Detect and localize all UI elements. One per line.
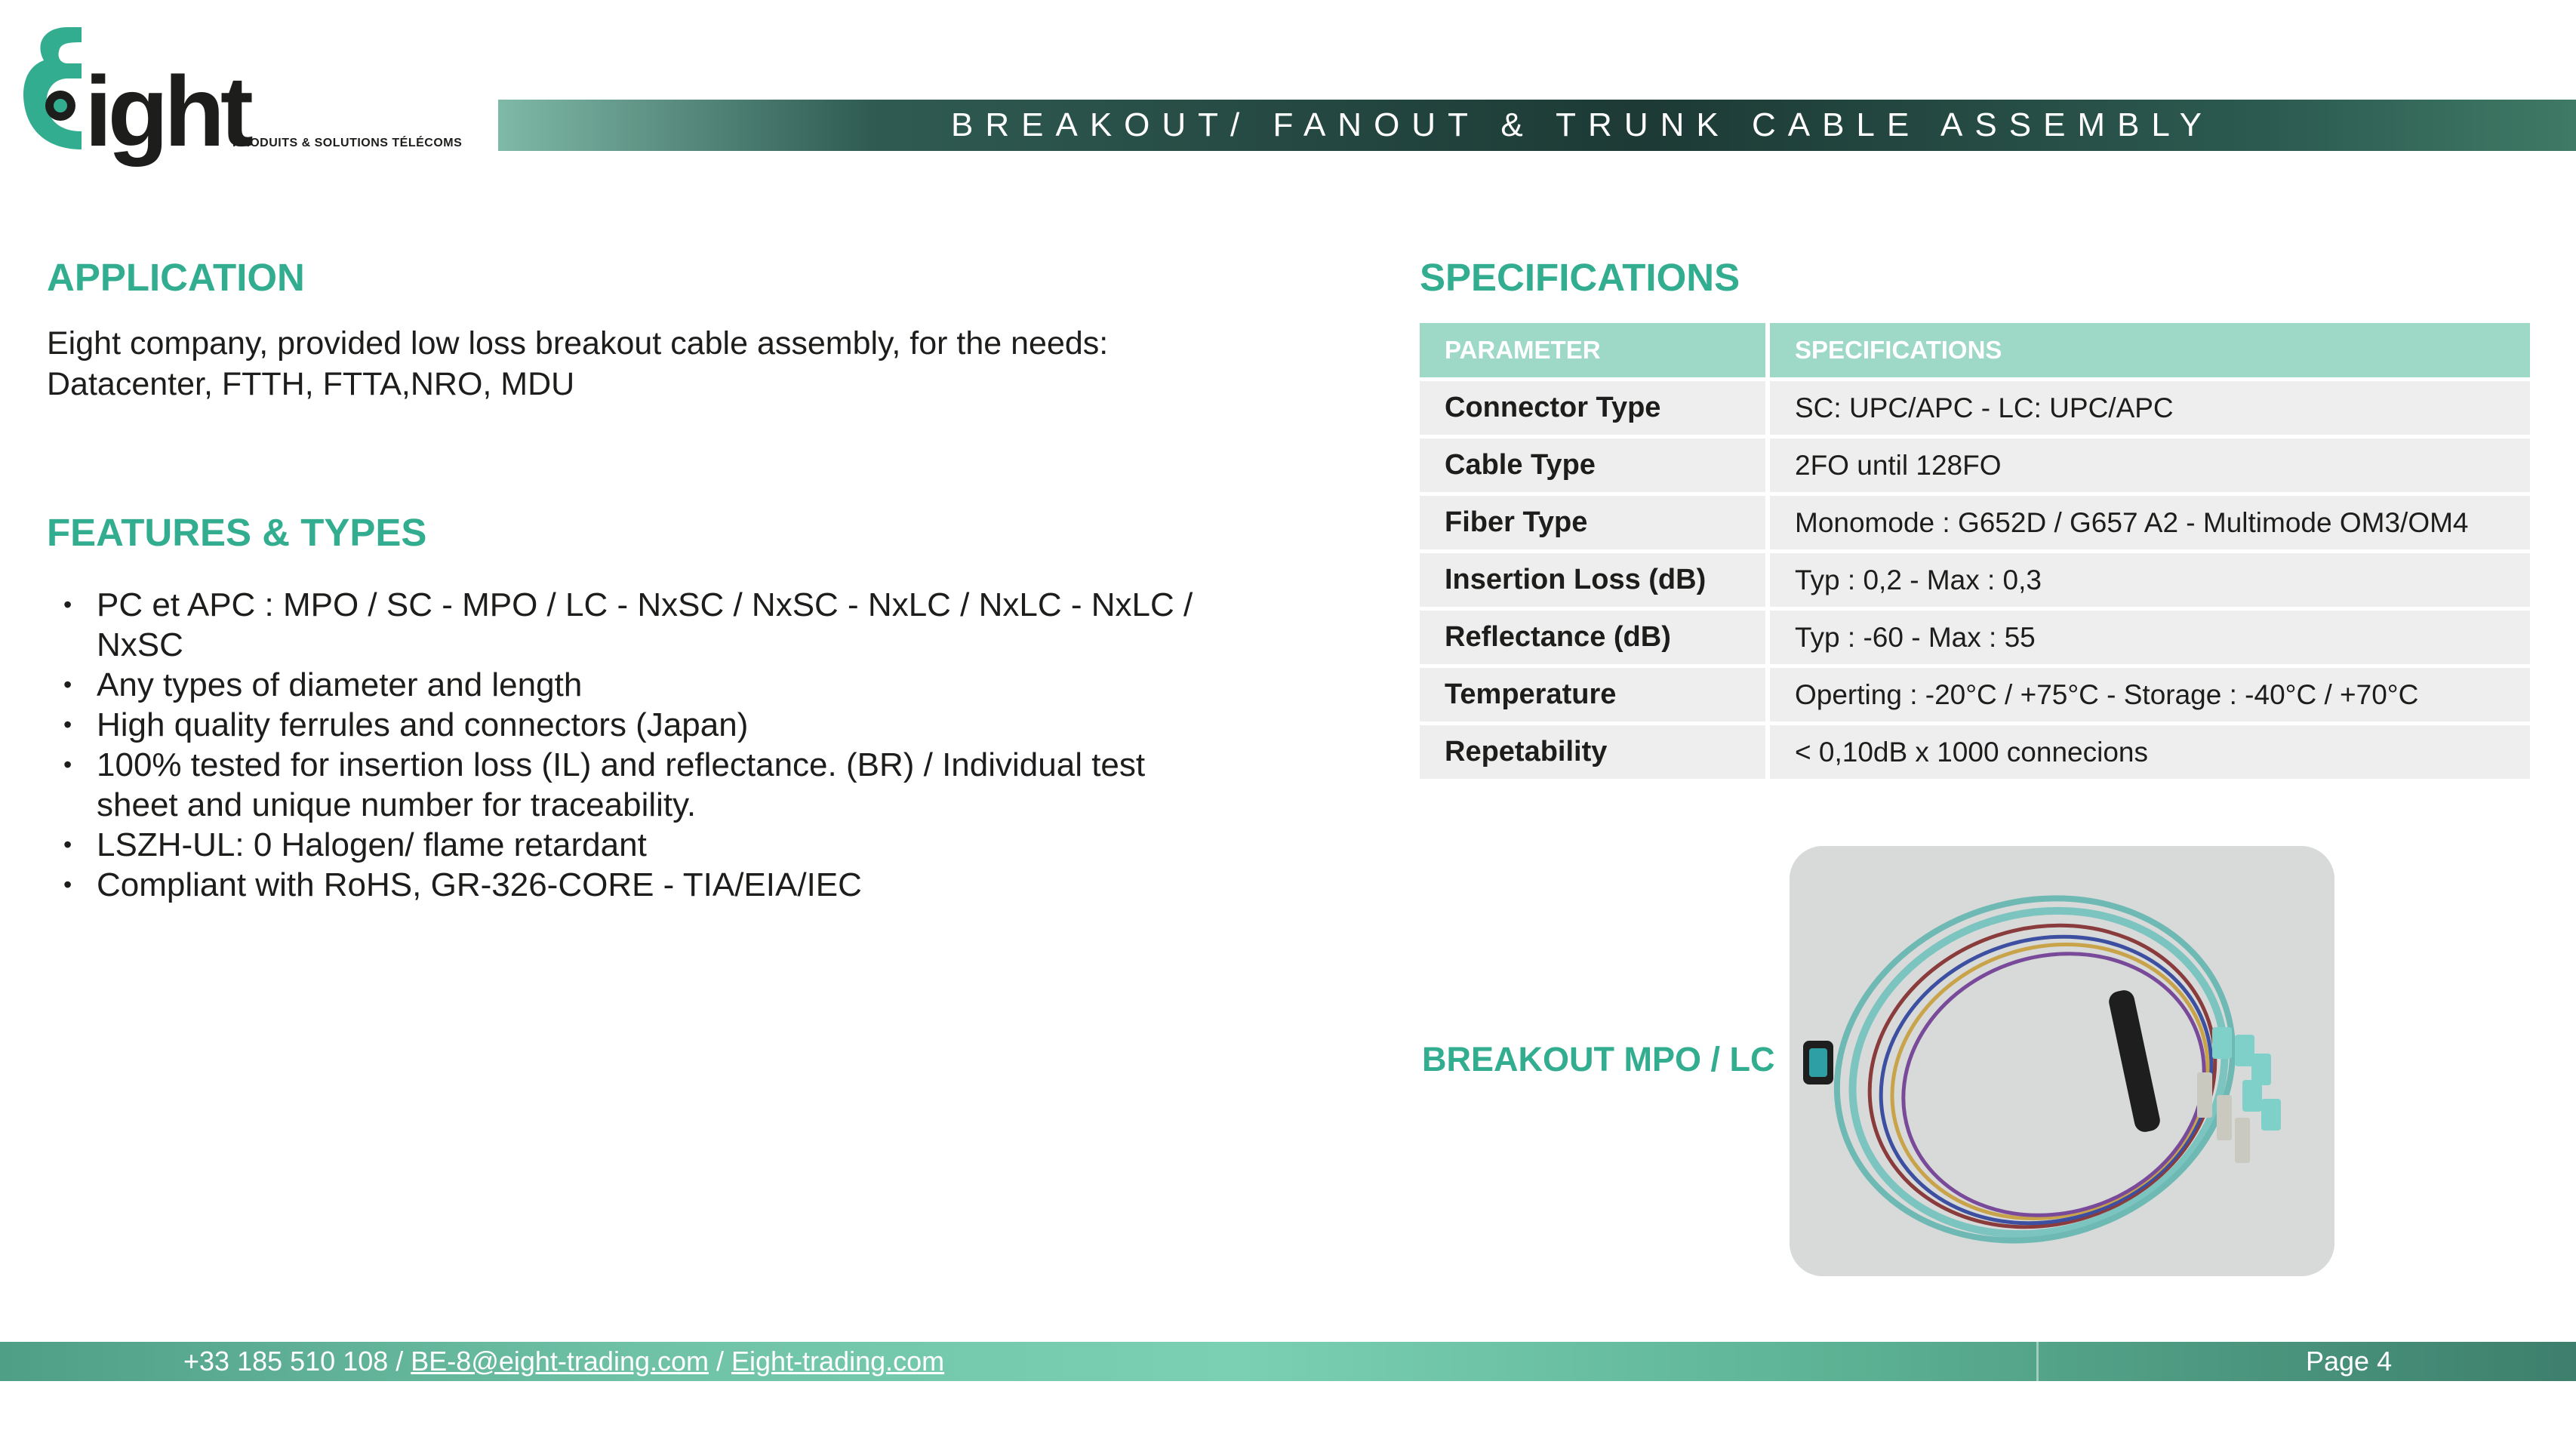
application-text-content: Eight company, provided low loss breakout cable assembly, for the needs: Datacenter, FTTH, FTTA,NRO, MDU bbox=[47, 325, 1109, 402]
features-heading: FEATURES & TYPES bbox=[47, 511, 427, 554]
application-text bbox=[47, 323, 1179, 405]
footer-separator: / bbox=[709, 1346, 732, 1377]
list-item: • High quality ferrules and connectors (Japan) bbox=[53, 705, 1200, 745]
table-cell-parameter: Cable Type bbox=[1420, 438, 1765, 492]
list-item: • 100% tested for insertion loss (IL) and reflectance. (BR) / Individual test sheet and unique number for traceability. bbox=[53, 745, 1200, 825]
table-cell-value: Monomode : G652D / G657 A2 - Multimode OM3/OM4 bbox=[1770, 496, 2530, 549]
table-cell-parameter: Temperature bbox=[1420, 668, 1765, 721]
list-item: • LSZH-UL: 0 Halogen/ flame retardant bbox=[53, 825, 1200, 865]
footer-phone: +33 185 510 108 / bbox=[183, 1346, 411, 1377]
table-cell-value: 2FO until 128FO bbox=[1770, 438, 2530, 492]
table-cell-value: Operting : -20°C / +75°C - Storage : -40°C / +70°C bbox=[1770, 668, 2530, 721]
table-cell-parameter: Repetability bbox=[1420, 725, 1765, 779]
eight-logo bbox=[21, 21, 489, 180]
list-item: • Compliant with RoHS, GR-326-CORE - TIA/EIA/IEC bbox=[53, 865, 1200, 905]
table-header-row bbox=[1420, 323, 2530, 377]
logo-tagline: PRODUITS & SOLUTIONS TÉLÉCOMS bbox=[232, 137, 463, 149]
table-cell-value: < 0,10dB x 1000 connecions bbox=[1770, 725, 2530, 779]
table-cell-value: SC: UPC/APC - LC: UPC/APC bbox=[1770, 381, 2530, 435]
specifications-heading: SPECIFICATIONS bbox=[1420, 256, 1740, 299]
product-photo bbox=[1790, 846, 2334, 1276]
table-row bbox=[1420, 553, 2530, 607]
footer-decoration bbox=[2036, 1342, 2039, 1381]
product-label: BREAKOUT MPO / LC bbox=[1422, 1040, 1775, 1078]
table-row bbox=[1420, 438, 2530, 492]
column-header-parameter: PARAMETER bbox=[1420, 323, 1765, 377]
application-heading: APPLICATION bbox=[47, 256, 305, 299]
page-number: Page 4 bbox=[2306, 1346, 2393, 1377]
svg-text:ight: ight bbox=[85, 56, 249, 167]
table-cell-parameter: Reflectance (dB) bbox=[1420, 611, 1765, 664]
column-header-specifications: SPECIFICATIONS bbox=[1770, 323, 2530, 377]
specifications-table bbox=[1420, 323, 2530, 783]
breakout-cable-illustration bbox=[1790, 846, 2334, 1276]
table-cell-value: Typ : 0,2 - Max : 0,3 bbox=[1770, 553, 2530, 607]
list-item: • PC et APC : MPO / SC - MPO / LC - NxSC / NxSC - NxLC / NxLC - NxLC / NxSC bbox=[53, 585, 1200, 665]
table-cell-parameter: Connector Type bbox=[1420, 381, 1765, 435]
table-row bbox=[1420, 381, 2530, 435]
table-cell-value: Typ : -60 - Max : 55 bbox=[1770, 611, 2530, 664]
table-cell-parameter: Fiber Type bbox=[1420, 496, 1765, 549]
footer-email-link[interactable]: BE-8@eight-trading.com bbox=[411, 1346, 709, 1377]
page-title: BREAKOUT/ FANOUT & TRUNK CABLE ASSEMBLY bbox=[951, 106, 2214, 143]
table-row bbox=[1420, 496, 2530, 549]
table-row bbox=[1420, 668, 2530, 721]
list-item: • Any types of diameter and length bbox=[53, 665, 1200, 705]
features-list bbox=[53, 585, 1200, 905]
table-cell-parameter: Insertion Loss (dB) bbox=[1420, 553, 1765, 607]
footer-website-link[interactable]: Eight-trading.com bbox=[731, 1346, 945, 1377]
footer-contact bbox=[183, 1345, 944, 1378]
table-row bbox=[1420, 725, 2530, 779]
table-row bbox=[1420, 611, 2530, 664]
eight-logo-mark bbox=[21, 21, 489, 180]
